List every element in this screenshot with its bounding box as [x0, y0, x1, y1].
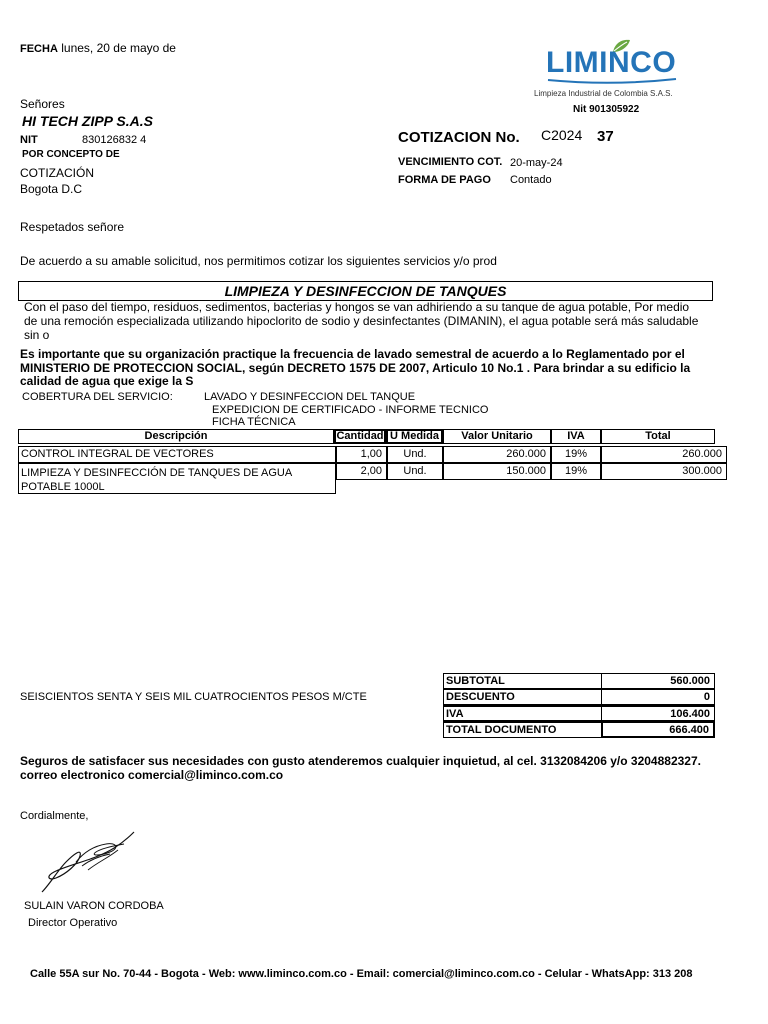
concepto-label: POR CONCEPTO DE [22, 149, 120, 160]
discount-value: 0 [601, 689, 715, 705]
coverage-item: LAVADO Y DESINFECCION DEL TANQUE [204, 391, 416, 403]
col-header-unit: U Medida [386, 429, 443, 444]
iva-label: IVA [443, 705, 602, 721]
row-1-unit: Und. [387, 446, 443, 463]
concepto-value: COTIZACIÓN [20, 166, 94, 180]
important-note: Es importante que su organización practique la frecuencia de lavado semestral de acuerdo a lo Reglamentado por el MINISTERIO DE PROTECCION SOCIAL, según DECRETO 1575 DE 2007, Articulo 10 No.1 . Para brindar a su edificio la calidad de agua que exige la S [20, 347, 691, 388]
service-title: LIMPIEZA Y DESINFECCION DE TANQUES [18, 281, 713, 301]
col-header-total: Total [601, 429, 715, 444]
row-2-unit: Und. [387, 463, 443, 480]
fecha-label: FECHA [20, 43, 58, 55]
service-description: Con el paso del tiempo, residuos, sedimentos, bacterias y hongos se van adhiriendo a su tanque de agua potable, Por medio de una remoción especializada utilizando hipoclorito de sodio y desinfectantes (DIMANIN), el agua potable será más saludable sin o [24, 300, 699, 342]
coverage-label: COBERTURA DEL SERVICIO: [22, 391, 173, 403]
row-2-iva: 19% [551, 463, 601, 480]
pago-label: FORMA DE PAGO [398, 174, 491, 186]
footer-contact: Calle 55A sur No. 70-44 - Bogota - Web: www.liminco.com.co - Email: comercial@liminco.com.co - Celular - WhatsApp: 313 208 [30, 968, 693, 980]
row-1-iva: 19% [551, 446, 601, 463]
client-nit: 830126832 4 [82, 134, 147, 146]
company-nit: Nit 901305922 [573, 104, 640, 115]
row-2-description: LIMPIEZA Y DESINFECCIÓN DE TANQUES DE AGUA POTABLE 1000L [18, 463, 336, 494]
greeting: Respetados señore [20, 220, 125, 234]
subtotal-label: SUBTOTAL [443, 673, 602, 689]
logo-swoosh [546, 76, 678, 84]
total-document-label: TOTAL DOCUMENTO [443, 721, 602, 738]
amount-in-words: SEISCIENTOS SENTA Y SEIS MIL CUATROCIENTOS PESOS M/CTE [20, 691, 367, 703]
pago-value: Contado [510, 174, 552, 186]
vencimiento-label: VENCIMIENTO COT. [398, 156, 503, 168]
senores-label: Señores [20, 97, 65, 111]
col-header-iva: IVA [551, 429, 601, 444]
quote-series: C2024 [541, 127, 583, 143]
row-1-total: 260.000 [601, 446, 727, 463]
row-2-quantity: 2,00 [336, 463, 387, 480]
row-2-total: 300.000 [601, 463, 727, 480]
col-header-description: Descripción [18, 429, 334, 444]
cordially: Cordialmente, [20, 810, 89, 822]
iva-value: 106.400 [601, 705, 715, 721]
discount-label: DESCUENTO [443, 689, 602, 705]
row-2-unit-price: 150.000 [443, 463, 551, 480]
row-1-quantity: 1,00 [336, 446, 387, 463]
fecha-line [20, 41, 176, 55]
closing-note: Seguros de satisfacer sus necesidades con gusto atenderemos cualquier inquietud, al cel. 3132084206 y/o 3204882327. correo electronico comercial@liminco.com.co [20, 754, 701, 782]
intro-text: De acuerdo a su amable solicitud, nos permitimos cotizar los siguientes servicios y/o prod [20, 254, 497, 268]
signer-name: SULAIN VARON CORDOBA [24, 900, 164, 912]
fecha-value: lunes, 20 de mayo de [61, 41, 176, 55]
handwritten-signature [36, 826, 140, 898]
signer-role: Director Operativo [28, 917, 118, 929]
quote-number: 37 [597, 128, 614, 145]
col-header-quantity: Cantidad [334, 429, 386, 444]
client-name: HI TECH ZIPP S.A.S [22, 113, 153, 129]
company-tagline: Limpieza Industrial de Colombia S.A.S. [534, 89, 673, 98]
vencimiento-value: 20-may-24 [510, 157, 563, 169]
quote-title: COTIZACION No. [398, 129, 520, 146]
row-1-description: CONTROL INTEGRAL DE VECTORES [18, 446, 336, 463]
coverage-item: FICHA TÉCNICA [212, 416, 296, 428]
subtotal-value: 560.000 [601, 673, 715, 689]
nit-label: NIT [20, 134, 38, 146]
row-1-unit-price: 260.000 [443, 446, 551, 463]
client-city: Bogota D.C [20, 182, 83, 196]
total-document-value: 666.400 [601, 721, 715, 738]
company-logo: LIMINCO [546, 46, 677, 79]
coverage-item: EXPEDICION DE CERTIFICADO - INFORME TECNICO [212, 404, 489, 416]
col-header-unit-price: Valor Unitario [443, 429, 551, 444]
